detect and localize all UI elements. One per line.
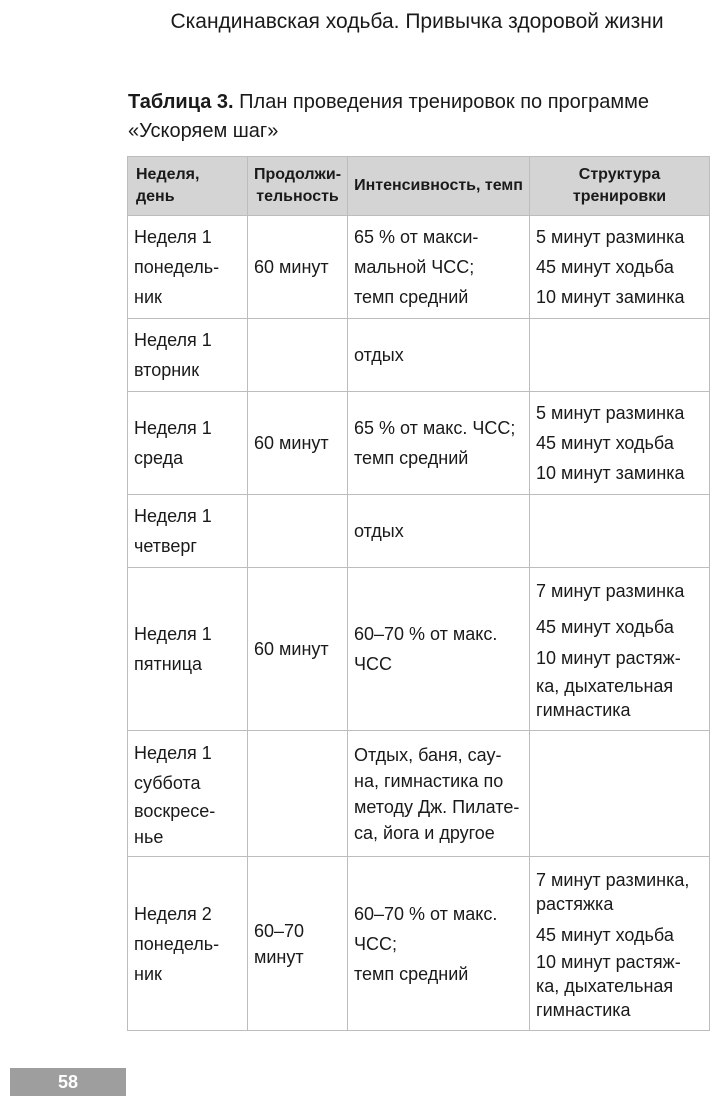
day-cell: Неделя 1 пятница: [128, 568, 248, 731]
day-cell: Неделя 1 среда: [128, 392, 248, 495]
duration-cell: 60 минут: [248, 392, 348, 495]
structure-cell: 7 минут разминка 45 минут ходьба 10 минут растяж- ка, дыхательная гимнастика: [530, 568, 710, 731]
table-caption: [128, 88, 708, 146]
training-plan-table: [127, 156, 710, 1031]
table-row: [128, 392, 710, 495]
table-row: [128, 216, 710, 319]
duration-cell: [248, 731, 348, 857]
duration-cell: 60–70 минут: [248, 857, 348, 1031]
header-structure: Структура тренировки: [530, 157, 710, 216]
table-row: [128, 495, 710, 568]
intensity-cell: отдых: [348, 319, 530, 392]
intensity-cell: 60–70 % от макс. ЧСС; темп средний: [348, 857, 530, 1031]
table-row: [128, 568, 710, 731]
duration-cell: [248, 495, 348, 568]
intensity-cell: 60–70 % от макс. ЧСС: [348, 568, 530, 731]
header-week-day: Неделя, день: [128, 157, 248, 216]
duration-cell: 60 минут: [248, 216, 348, 319]
table-row: [128, 319, 710, 392]
structure-cell: [530, 495, 710, 568]
page-number: 58: [10, 1068, 126, 1096]
header-intensity: Интенсивность, темп: [348, 157, 530, 216]
caption-text: План проведения тренировок по программе «Ускоряем шаг»: [128, 91, 649, 142]
header-duration: Продолжи-тельность: [248, 157, 348, 216]
table-row: [128, 731, 710, 857]
day-cell: Неделя 1 четверг: [128, 495, 248, 568]
intensity-cell: отдых: [348, 495, 530, 568]
intensity-cell: Отдых, баня, сау- на, гимнастика по методу Дж. Пилате- са, йога и другое: [348, 731, 530, 857]
structure-cell: 7 минут разминка, растяжка 45 минут ходьба 10 минут растяж- ка, дыхательная гимнастика: [530, 857, 710, 1031]
day-cell: Неделя 2 понедель- ник: [128, 857, 248, 1031]
day-cell: Неделя 1 суббота воскресе- нье: [128, 731, 248, 857]
table-header-row: [128, 157, 710, 216]
duration-cell: 60 минут: [248, 568, 348, 731]
structure-cell: [530, 731, 710, 857]
duration-cell: [248, 319, 348, 392]
running-header: Скандинавская ходьба. Привычка здоровой жизни: [170, 10, 664, 33]
structure-cell: [530, 319, 710, 392]
table-row: [128, 857, 710, 1031]
intensity-cell: 65 % от макс. ЧСС; темп средний: [348, 392, 530, 495]
caption-label: Таблица 3.: [128, 91, 234, 113]
structure-cell: 5 минут разминка 45 минут ходьба 10 минут заминка: [530, 392, 710, 495]
day-cell: Неделя 1 понедель- ник: [128, 216, 248, 319]
intensity-cell: 65 % от макси- мальной ЧСС; темп средний: [348, 216, 530, 319]
day-cell: Неделя 1 вторник: [128, 319, 248, 392]
structure-cell: 5 минут разминка 45 минут ходьба 10 минут заминка: [530, 216, 710, 319]
